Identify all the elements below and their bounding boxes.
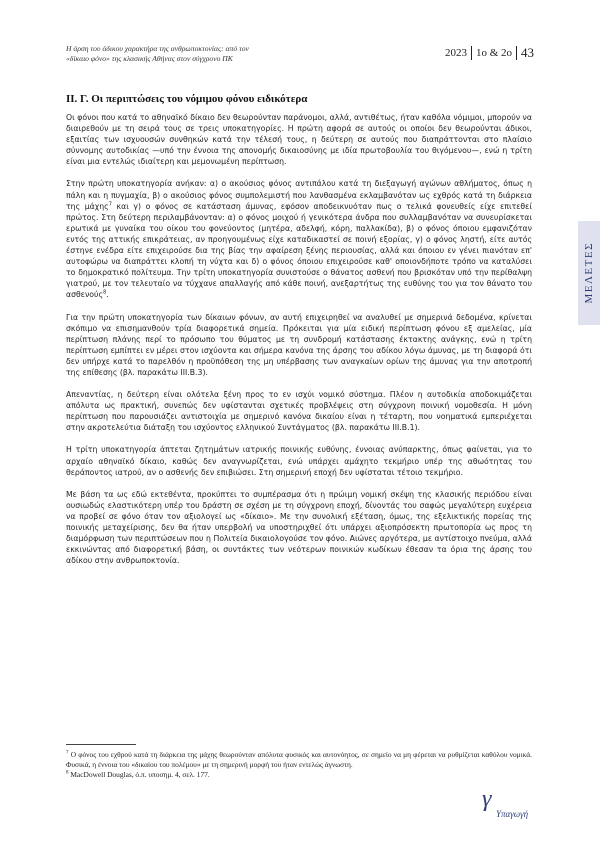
footnote-text: Ο φόνος του εχθρού κατά τη διάρκεια της μάχης θεωρούνταν απόλυτα φυσικός και αυτονόητος, σε σημείο να μη φέρεται να ρυθμίζεται καθόλου νομικά. Φυσικά, η έννοια του «δικαίου του πολέμου» με τη σημερινή μορφή του ήταν εντελώς άγνωστη. (66, 750, 532, 769)
publisher-logo (478, 786, 542, 826)
paragraph-2-part-2: και γ) ο φόνος σε κατάσταση άμυνας, εφόσον αποδεικνυόταν πως ο τελικά φονευθείς είχε επιτεθεί πρώτος. Στη δεύτερη περιλαμβάνονταν: α) ο φόνος μοιχού ή γενικότερα άνδρα που συλλαμβανόταν να συνευρίσκεται ερωτικά με γυναίκα του οίκου του φονεύοντος (μητέρα, αδελφή, κόρη, παλλακίδα), β) ο φόνος όποιου εμφανιζόταν εντός της αττικής επικράτειας, αν προηγουμένως είχε καταδικαστεί σε ποινή εξορίας, γ) ο φόνος ληστή, είτε αυτός έστηνε ενέδρα είτε επιχειρούσε δια της βίας την αφαίρεση ξένης περιουσίας, αλλά και όποιου εν γένει πιανόταν επ' αυτοφώρω να διαπράττει κλοπή τη νύχτα και δ) ο φόνος όποιου επιχειρούσε καθ' οποιονδήποτε τρόπο να καταλύσει το δημοκρατικό πολίτευμα. Την τρίτη υποκατηγορία συνιστούσε ο θάνατος ασθενή που βρισκόταν υπό την περίθαλψη γιατρού, με τον τελευταίο να τύχχανε απαλλαγής από κάθε ποινή, ανεξαρτήτως της ευθύνης του για τον θάνατο του ασθενούς (66, 201, 532, 300)
section-heading: ΙΙ. Γ. Οι περιπτώσεις του νόμιμου φόνου ειδικότερα (66, 93, 308, 105)
article-body (66, 92, 532, 577)
footnotes (66, 744, 532, 779)
paragraph-2 (66, 178, 532, 300)
section-side-tab (578, 221, 600, 325)
footnote-text: MacDowell Douglas, ό.π. υποσημ. 4, σελ. 177. (70, 769, 210, 779)
publisher-logo-mark: γ (482, 786, 492, 812)
page-number: 43 (521, 45, 534, 60)
footnote-number: 8 (66, 770, 69, 776)
footnote-8 (66, 770, 532, 780)
paragraph-2-end: . (106, 290, 109, 300)
footnote-rule (66, 744, 136, 745)
footnote-number: 7 (66, 750, 69, 756)
paragraph-2-part-1: Στην πρώτη υποκατηγορία ανήκαν: α) ο ακούσιος φόνος αντιπάλου κατά τη διεξαγωγή αγώνων αθλήματος, όπως η πάλη και η πυγμαχία, β) ο ακούσιος φόνος συμπολεμιστή που λανθασμένα εκλαμβανόταν ως εχθρός κατά τη διάρκεια της μάχης (66, 179, 532, 211)
paragraph-3: Για την πρώτη υποκατηγορία των δίκαιων φόνων, αν αυτή επιχειρηθεί να αναλυθεί με σημερινά δεδομένα, κρίνεται σκόπιμο να επισημανθούν τρία διαφορετικά σημεία. Πρόκειται για μία ειδική περίπτωση φόνου εξ αμελείας, μία περίπτωση πλάνης περί το πρόσωπο του θύματος με τη συνδρομή κατάστασης έκτακτης ανάγκης, ενώ η τρίτη περίπτωση εμπίπτει εν μέρει στον ισχύοντα και σήμερα κανόνα της άρσης του αδίκου λόγω άμυνας, με τη διαφορά ότι δεν υπήρχε κατά το παρελθόν η προϋπόθεση της μη υπέρβασης των αναγκαίων ορίων της άμυνας για την αποτροπή της επίθεσης (βλ. παρακάτω ΙΙΙ.Β.3). (66, 312, 532, 377)
paragraph-6: Με βάση τα ως εδώ εκτεθέντα, προκύπτει το συμπέρασμα ότι η πρώιμη νομική σκέψη της κλασικής περιόδου είναι ουσιωδώς ελαστικότερη υπέρ του δράστη σε σχέση με τη σύγχρονη εποχή, δίνοντάς του σαφώς μεγαλύτερη ευχέρεια να προβεί σε φόνο όταν τον αξιολογεί ως «δίκαιο». Με την συνολική εξέταση, όμως, της εξελικτικής πορείας της ποινικής μεταχείρισης, δεν θα ήταν υπερβολή να υποστηριχθεί ότι υπάρχει αξιοπρόσεκτη πρωτοπορία ως προς τη διαμόρφωση των περιπτώσεων που η Πολιτεία δικαιολογούσε τον φόνο. Αιώνες αργότερα, με αντίστοιχο πνεύμα, αλλά εκκινώντας από διαφορετική βάση, οι συντάκτες των νεότερων ποινικών κωδίκων έθεσαν τα όρια της άρσης του αδίκου στην ανθρωποκτονία. (66, 489, 532, 566)
footnote-7 (66, 750, 532, 770)
publisher-name: Υπαγωγή (496, 809, 529, 819)
footnote-ref-8[interactable]: 8 (103, 289, 107, 296)
separator-bar (516, 46, 517, 60)
footnote-ref-7[interactable]: 7 (108, 201, 112, 208)
separator-bar (471, 46, 472, 60)
paragraph-5: Η τρίτη υποκατηγορία άπτεται ζητημάτων ιατρικής ποινικής ευθύνης, έννοιας ανύπαρκτης, όπως φαίνεται, για το αρχαίο αθηναϊκό δίκαιο, καθώς δεν αναγνωρίζεται, ενώ υπάρχει αμάχητο τεκμήριο υπέρ της αθωότητας του θεράποντος ιατρού, αν ο ασθενής δεν επιβιώσει. Στη σημερινή εποχή δεν υφίσταται τέτοιο τεκμήριο. (66, 445, 532, 477)
issue-year: 2023 (444, 47, 467, 59)
side-tab-label: ΜΕΛΕΤΕΣ (583, 242, 595, 304)
running-head-title: Η άρση του άδικου χαρακτήρα της ανθρωποκτονίας: από τον «δίκαιο φόνο» της κλασικής Αθήνας στον σύγχρονο ΠΚ (66, 44, 249, 63)
issue-and-page-number (445, 45, 534, 61)
paragraph-4: Απεναντίας, η δεύτερη είναι ολότελα ξένη προς το εν ισχύι νομικό σύστημα. Πλέον η αυτοδικία αποδοκιμάζεται απόλυτα ως πρακτική, συνεπώς δεν υφίστανται σχετικές προβλέψεις στη σύγχρονη ποινική νομοθεσία. Η μόνη περίπτωση που παρουσιάζει αντιστοιχία με σημερινό κανόνα δικαίου είναι η τέταρτη, που νοηματικά εμπεριέχεται στην ακροτελεύτια διάταξη του ισχύοντος ελληνικού Συντάγματος (βλ. παρακάτω ΙΙΙ.Β.1). (66, 390, 532, 433)
issue-number: 1ο & 2ο (475, 47, 512, 59)
paragraph-1: Οι φόνοι που κατά το αθηναϊκό δίκαιο δεν θεωρούνταν παράνομοι, αλλά, αντιθέτως, ήταν καθόλα νόμιμοι, μπορούν να διαιρεθούν με τη σειρά τους σε τρεις υποκατηγορίες. Η πρώτη αφορά σε αυτούς οι οποίοι δεν θεωρούνται άδικοι, εξαιτίας των ισχυουσών συνθηκών κατά την τέλεσή τους, η δεύτερη σε αυτούς που διαπράττονται στο πλαίσιο σύννομης αυτοδικίας —υπό την έννοια της απονομής δικαιοσύνης με ιδία πρωτοβουλία του θιγόμενου—, ενώ η τρίτη είναι μια εντελώς ιδιαίτερη και μεμονωμένη περίπτωση. (66, 113, 532, 167)
